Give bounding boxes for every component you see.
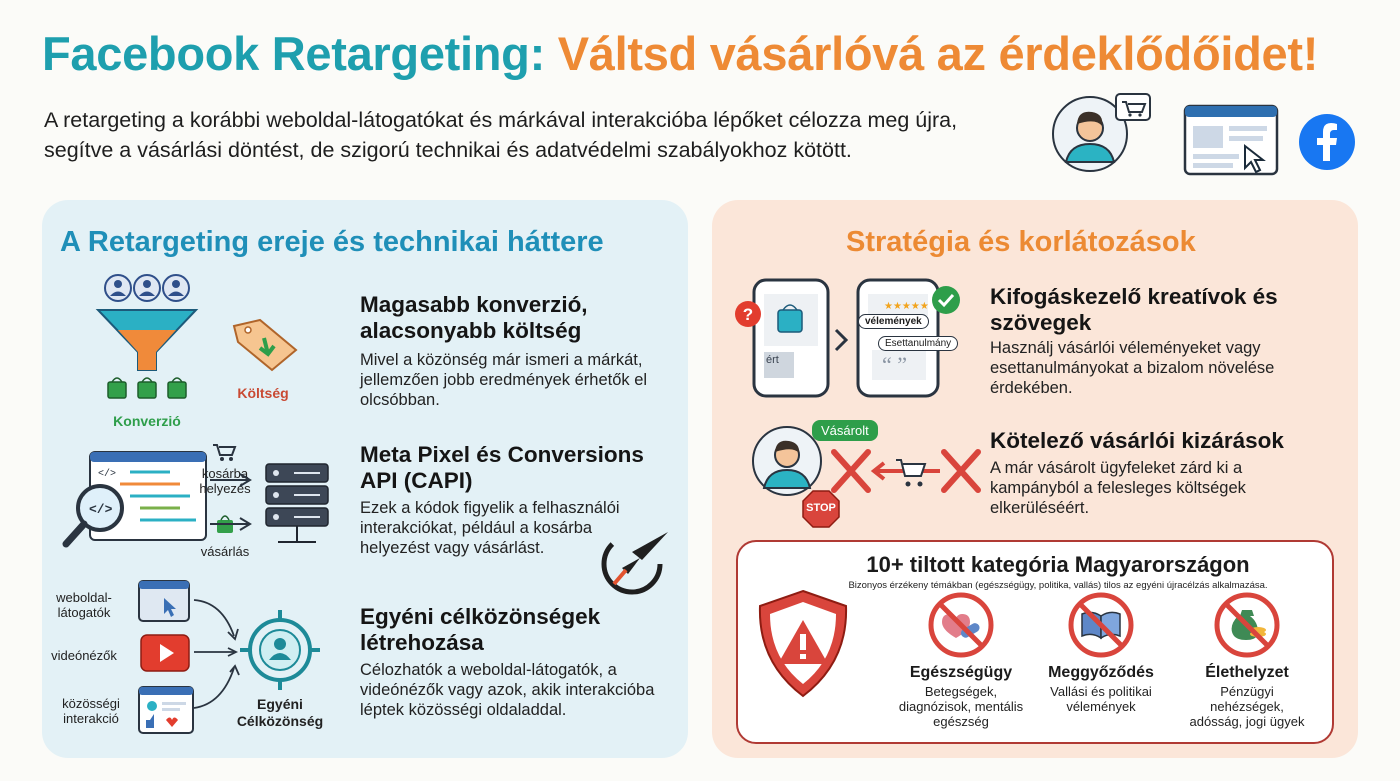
restricted-categories-box (736, 540, 1334, 744)
user-cart-icon (1052, 92, 1152, 174)
social-label: közösségi interakció (62, 696, 120, 726)
left-panel-title: A Retargeting ereje és technikai háttere (60, 226, 604, 258)
item-conversion-body: Mivel a közönség már ismeri a márkát, jellemzően jobb eredmények érhetők el olcsóbban. (360, 351, 648, 409)
facebook-icon (1298, 113, 1356, 171)
purchase-label: vásárlás (200, 544, 250, 559)
restricted-subtitle: Bizonyos érzékeny témákban (egészségügy, politika, vallás) tilos az egyéni újracélzás alkalmazása. (848, 580, 1268, 591)
svg-text:</>: </> (89, 502, 113, 517)
cart-excluded-icon (824, 446, 980, 500)
svg-text:★★★★★: ★★★★★ (884, 301, 929, 312)
browser-cursor-icon (1183, 104, 1279, 176)
category-belief-name: Meggyőződés (1048, 664, 1154, 681)
title-part-1: Facebook Retargeting: (42, 27, 545, 80)
item-capi-body: Ezek a kódok figyelik a felhasználói interakciókat, például a kosárba helyezést vagy vásárlást. (360, 499, 620, 557)
item-audiences-body: Célozhatók a weboldal-látogatók, a videónézők vagy azok, akik interakcióba léptek közösségi oldaladdal. (360, 661, 655, 719)
data-arrows (208, 468, 262, 548)
browser-visitor-icon (138, 580, 190, 622)
page-title (42, 26, 1318, 81)
social-interaction-icon (138, 686, 194, 734)
bought-badge: Vásárolt (812, 420, 878, 441)
title-part-2: Váltsd vásárlóvá az érdeklődőidet! (557, 27, 1319, 80)
target-audience-icon (238, 608, 322, 692)
viewers-label: videónézők (51, 648, 117, 663)
server-icon (264, 462, 330, 548)
category-belief-desc: Vallási és politikai vélemények (1050, 684, 1152, 714)
rocket-icon (602, 530, 672, 594)
visitors-label: weboldal-látogatók (56, 590, 112, 620)
cost-label: Költség (237, 385, 289, 401)
price-tag-icon (230, 316, 300, 372)
target-audience-label: Egyéni Célközönség (236, 696, 324, 729)
reviews-badge: vélemények (858, 314, 929, 329)
conversion-label: Konverzió (113, 413, 181, 429)
stop-label: STOP (806, 502, 836, 514)
item-capi-heading: Meta Pixel és Conversions API (CAPI) (360, 442, 644, 493)
category-health-desc: Betegségek, diagnózisok, mentális egészség (898, 684, 1024, 729)
item-creatives-body: Használj vásárlói véleményeket vagy esettanulmányokat a bizalom növelése érdekében. (990, 339, 1275, 397)
right-panel (712, 200, 1358, 758)
item-creatives-heading: Kifogáskezelő kreatívok és szövegek (990, 284, 1278, 335)
heart-pill-banned-icon (928, 592, 994, 658)
svg-text:</>: </> (98, 469, 117, 480)
restricted-title: 10+ tiltott kategória Magyarországon (866, 552, 1250, 577)
money-banned-icon (1214, 592, 1280, 658)
intro-text: A retargeting a korábbi weboldal-látogatókat és márkával interakcióba lépőket célozza meg újra, segítve a vásárlási döntést, de szigorú technikai és adatvédelmi szabályokhoz kötött. (44, 108, 958, 162)
case-study-badge: Esettanulmány (878, 336, 958, 351)
book-banned-icon (1068, 592, 1134, 658)
category-health-name: Egészségügy (909, 664, 1013, 681)
video-icon (140, 634, 190, 672)
cart-label: kosárba helyezés (199, 466, 251, 496)
item-exclusions-heading: Kötelező vásárlói kizárások (990, 428, 1284, 453)
shield-warning-icon (756, 588, 850, 700)
svg-text:?: ? (742, 305, 754, 324)
cart-small-icon (212, 442, 236, 462)
left-panel (42, 200, 688, 758)
funnel-icon (92, 272, 202, 412)
item-exclusions-body: A már vásárolt ügyfeleket zárd ki a kampányból a felesleges költségek elkerüléséért. (990, 459, 1246, 517)
item-conversion-heading: Magasabb konverzió, alacsonyabb költség (360, 292, 588, 343)
phone-caption: ért (766, 354, 779, 366)
category-life-desc: Pénzügyi nehézségek, adósság, jogi ügyek (1189, 684, 1305, 729)
category-life-name: Élethelyzet (1205, 664, 1289, 681)
code-magnifier-icon (60, 450, 210, 550)
right-panel-title: Stratégia és korlátozások (846, 226, 1196, 258)
svg-text:“ ”: “ ” (882, 352, 908, 377)
item-audiences-heading: Egyéni célközönségek létrehozása (360, 604, 601, 655)
